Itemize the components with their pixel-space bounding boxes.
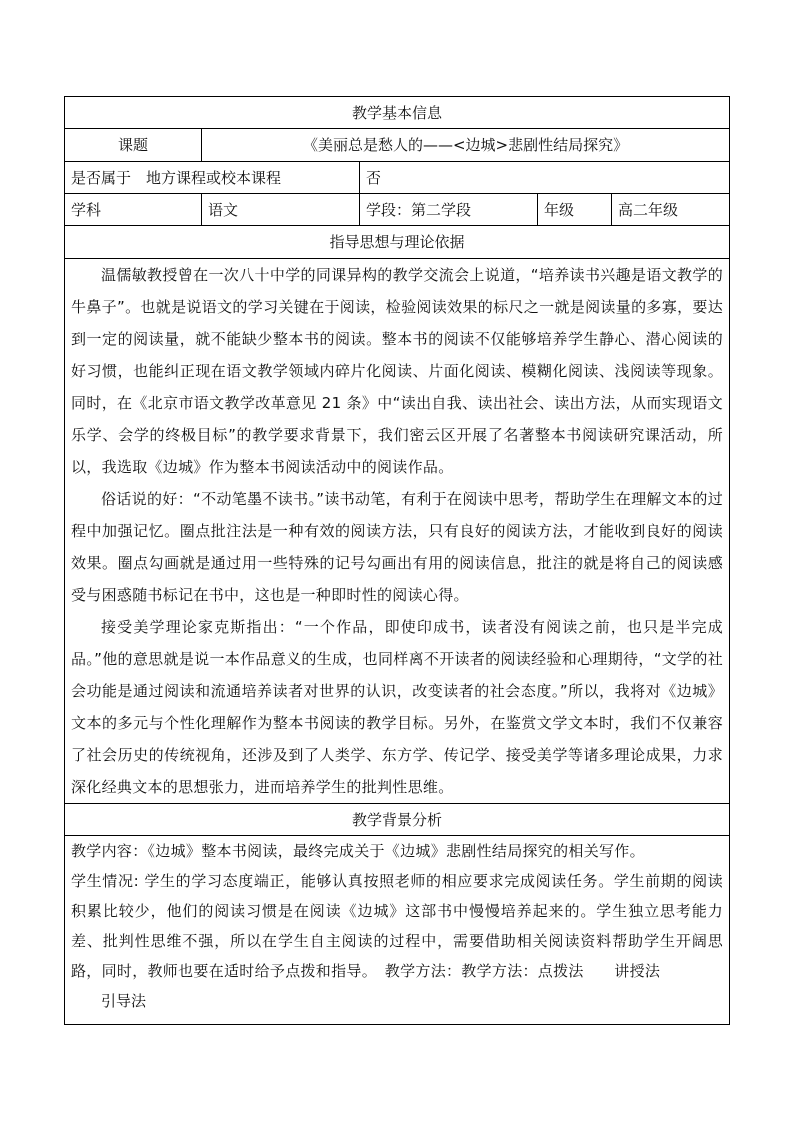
- stage-label: 学段：第二学段: [360, 194, 538, 226]
- guidance-paragraph: 接受美学理论家克斯指出：“一个作品，即使印成书，读者没有阅读之前，也只是半完成品。”他的意思就是说一本作品意义的生成，也同样离不开读者的阅读经验和心理期待，“文学的社会功能是通过阅读和流通培养读者对世界的认识，改变读者的社会态度。”所以，我将对《边城》文本的多元与个性化理解作为整本书阅读的教学目标。另外，在鉴赏文学文本时，我们不仅兼容了社会历史的传统视角，还涉及到了人类学、东方学、传记学、接受美学等诸多理论成果，力求深化经典文本的思想张力，进而培养学生的批判性思维。: [71, 618, 724, 796]
- topic-value: 《美丽总是愁人的——<边城>悲剧性结局探究》: [202, 129, 730, 162]
- teaching-design-table: [64, 96, 730, 1025]
- is-local-course-label: 是否属于 地方课程或校本课程: [65, 162, 360, 194]
- guidance-body: [65, 259, 730, 804]
- guidance-paragraph: 温儒敏教授曾在一次八十中学的同课异构的教学交流会上说道，“培养读书兴趣是语文教学的牛鼻子”。也就是说语文的学习关键在于阅读，检验阅读效果的标尺之一就是阅读量的多寡，要达到一定的阅读量，就不能缺少整本书的阅读。整本书的阅读不仅能够培养学生静心、潜心阅读的好习惯，也能纠正现在语文教学领域内碎片化阅读、片面化阅读、模糊化阅读、浅阅读等现象。同时，在《北京市语文教学改革意见 21 条》中“读出自我、读出社会、读出方法，从而实现语文乐学、会学的终极目标”的教学要求背景下，我们密云区开展了名著整本书阅读研究课活动，所以，我选取《边城》作为整本书阅读活动中的阅读作品。: [71, 266, 724, 476]
- teaching-content-text: 教学内容：《边城》整本书阅读，最终完成关于《边城》悲剧性结局探究的相关写作。: [71, 842, 645, 860]
- subject-value: 语文: [202, 194, 360, 226]
- guidance-header: 指导思想与理论依据: [65, 226, 730, 259]
- teaching-method-tail: 引导法: [101, 992, 147, 1010]
- guidance-paragraph: 俗话说的好：“不动笔墨不读书。”读书动笔，有利于在阅读中思考，帮助学生在理解文本的过程中加强记忆。圈点批注法是一种有效的阅读方法，只有良好的阅读方法，才能收到良好的阅读效果。圈点勾画就是通过用一些特殊的记号勾画出有用的阅读信息，批注的就是将自己的阅读感受与困惑随书标记在书中，这也是一种即时性的阅读心得。: [71, 490, 724, 604]
- grade-value: 高二年级: [612, 194, 730, 226]
- background-header: 教学背景分析: [65, 804, 730, 836]
- background-body: [65, 836, 730, 1025]
- student-situation-text: 学生情况: 学生的学习态度端正，能够认真按照老师的相应要求完成阅读任务。学生前期的阅读积累比较少，他们的阅读习惯是在阅读《边城》这部书中慢慢培养起来的。学生独立思考能力差、批判性思维不强，所以在学生自主阅读的过程中，需要借助相关阅读资料帮助学生开阔思路，同时，教师也要在适时给予点拨和指导。 教学方法：教学方法：点拨法 讲授法: [71, 872, 724, 980]
- grade-label: 年级: [538, 194, 612, 226]
- topic-label: 课题: [65, 129, 202, 162]
- subject-label: 学科: [65, 194, 202, 226]
- basic-info-header: 教学基本信息: [65, 97, 730, 129]
- is-local-course-value: 否: [360, 162, 730, 194]
